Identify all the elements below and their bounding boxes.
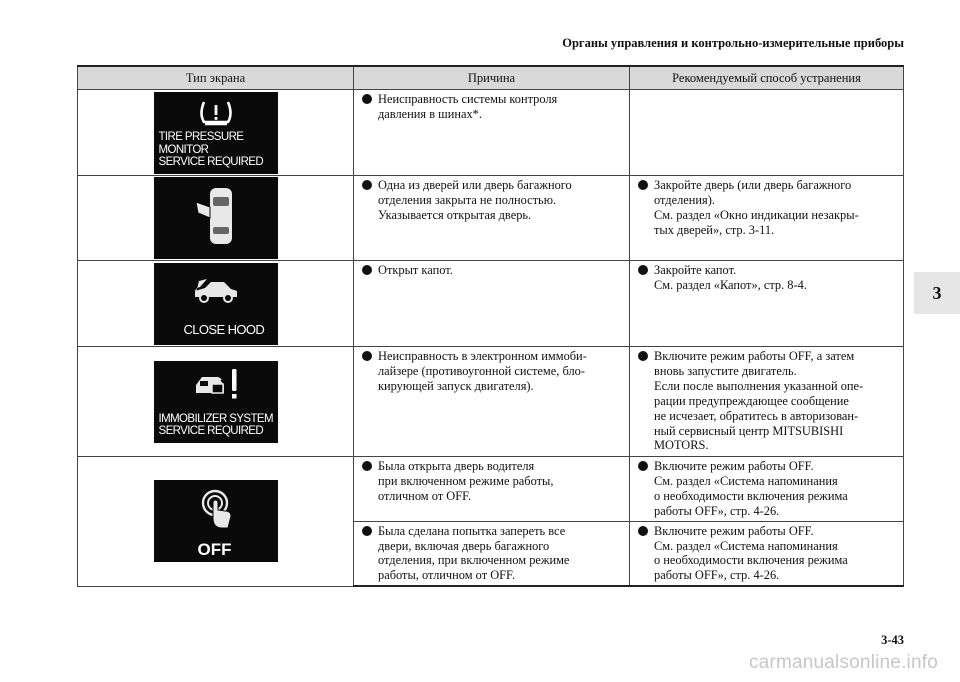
column-header-cause: Причина — [354, 66, 630, 90]
remedy-text: Включите режим работы OFF. См. раздел «Система напоминания о необходимости включения режима работы OFF», стр. 4-26. — [654, 459, 848, 518]
remedy-text: Включите режим работы OFF, а затем вновь запустите двигатель. Если после выполнения указанной опе- рации предупреждающее сообщение не исчезает, обратитесь в авторизован- ный сервисный центр MITSUBISHI MOTORS. — [654, 349, 864, 453]
door-open-display — [154, 177, 278, 259]
bullet-icon — [362, 351, 372, 361]
immobilizer-icon — [194, 367, 242, 401]
table-row — [78, 347, 904, 457]
table-header-row — [78, 66, 904, 90]
tire-pressure-icon — [196, 98, 236, 130]
remedy-text: Закройте капот. См. раздел «Капот», стр. 8-4. — [654, 263, 807, 292]
remedy-text: Включите режим работы OFF. См. раздел «Система напоминания о необходимости включения режима работы OFF», стр. 4-26. — [654, 523, 848, 583]
open-door-car-icon — [194, 185, 240, 251]
cause-text: Была сделана попытка запереть все двери, включая дверь багажного отделения, при включенном режиме работы, отличном от OFF. — [378, 523, 570, 583]
page-header-title: Органы управления и контрольно-измерительные приборы — [562, 36, 904, 50]
cause-text: Открыт капот. — [378, 263, 453, 277]
display-label: OFF — [197, 539, 232, 559]
bullet-icon — [362, 180, 372, 190]
display-label: TIRE PRESSURE MONITOR SERVICE REQUIRED — [158, 131, 264, 168]
table-row — [78, 457, 904, 522]
open-hood-car-icon — [191, 275, 241, 305]
close-hood-display — [154, 263, 278, 345]
screen-cell — [78, 176, 354, 261]
cause-text: Была открыта дверь водителя при включенном режиме работы, отличном от OFF. — [378, 459, 554, 503]
bullet-icon — [362, 526, 372, 536]
bullet-icon — [362, 265, 372, 275]
bullet-icon — [638, 351, 648, 361]
cause-cell — [354, 261, 630, 347]
column-header-screen: Тип экрана — [78, 66, 354, 90]
watermark: carmanualsonline.info — [748, 652, 938, 673]
cause-cell — [354, 521, 630, 586]
remedy-cell — [630, 176, 904, 261]
cause-cell — [354, 457, 630, 522]
cause-cell — [354, 90, 630, 176]
power-switch-off-icon — [198, 488, 238, 532]
bullet-icon — [362, 94, 372, 104]
screen-cell — [78, 457, 354, 587]
bullet-icon — [362, 461, 372, 471]
page-number: 3-43 — [881, 633, 904, 647]
cause-cell — [354, 347, 630, 457]
remedy-cell — [630, 261, 904, 347]
remedy-cell — [630, 90, 904, 176]
bullet-icon — [638, 180, 648, 190]
power-off-display — [154, 480, 278, 562]
screen-cell — [78, 90, 354, 176]
display-label: IMMOBILIZER SYSTEM SERVICE REQUIRED — [158, 412, 273, 437]
cause-cell — [354, 176, 630, 261]
bullet-icon — [638, 265, 648, 275]
table-row — [78, 176, 904, 261]
remedy-cell — [630, 347, 904, 457]
screen-cell — [78, 261, 354, 347]
warning-messages-table — [77, 65, 904, 587]
immobilizer-display — [154, 361, 278, 443]
remedy-cell — [630, 457, 904, 522]
table-row — [78, 90, 904, 176]
bullet-icon — [638, 461, 648, 471]
chapter-tab: 3 — [914, 272, 960, 314]
cause-text: Неисправность в электронном иммоби- лайзере (противоугонной системе, бло- кирующей запуск двигателя). — [378, 349, 587, 393]
column-header-remedy: Рекомендуемый способ устранения — [630, 66, 904, 90]
screen-cell — [78, 347, 354, 457]
table-row — [78, 261, 904, 347]
cause-text: Неисправность системы контроля давления в шинах*. — [378, 92, 558, 121]
cause-text: Одна из дверей или дверь багажного отделения закрыта не полностью. Указывается открытая дверь. — [378, 178, 572, 222]
display-label: CLOSE HOOD — [183, 322, 265, 337]
remedy-text: Закройте дверь (или дверь багажного отделения). См. раздел «Окно индикации незакры- тых дверей», стр. 3-11. — [654, 178, 859, 237]
bullet-icon — [638, 526, 648, 536]
tire-pressure-display — [154, 92, 278, 174]
remedy-cell — [630, 521, 904, 586]
